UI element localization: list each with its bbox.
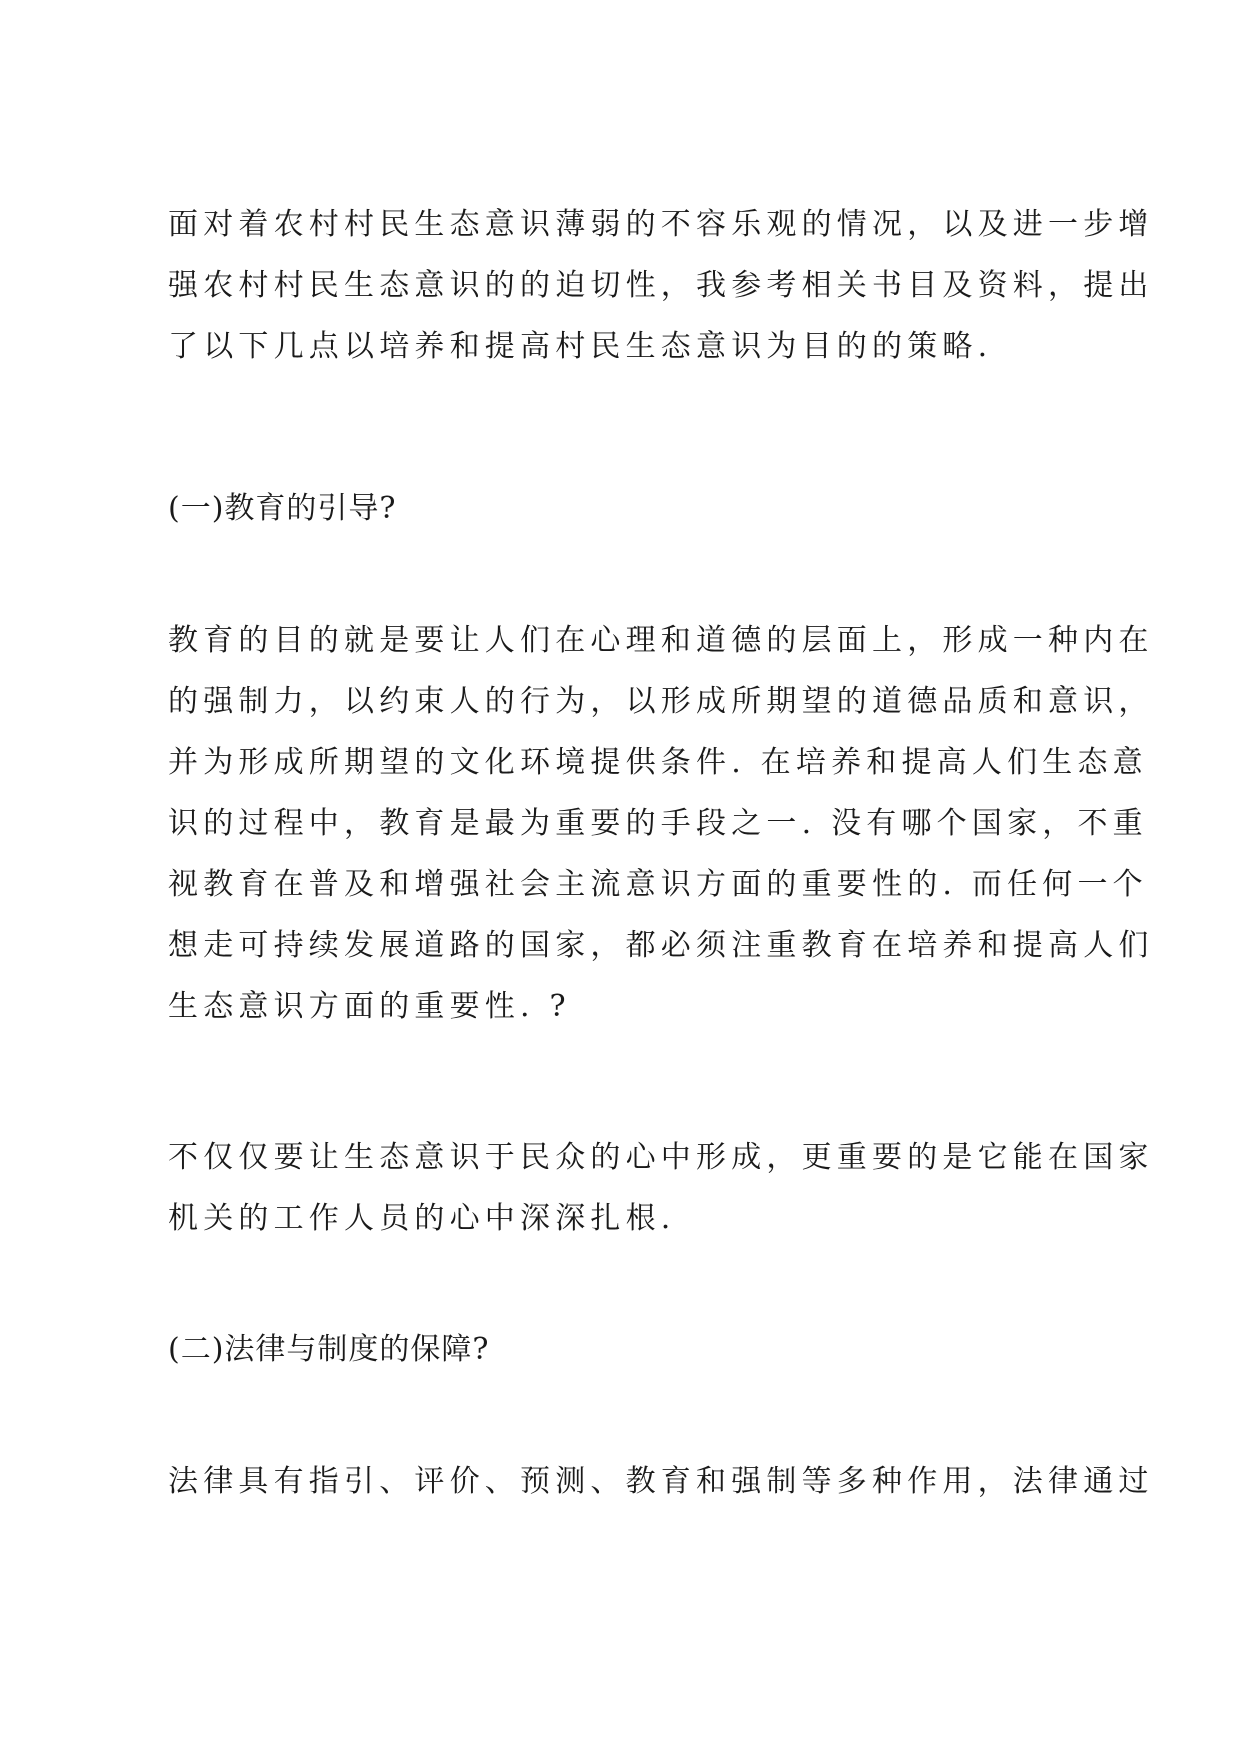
paragraph-line: 识的过程中，教育是最为重要的手段之一. 没有哪个国家，不重 <box>168 806 1148 841</box>
paragraph-line: 生态意识方面的重要性. ? <box>168 989 571 1024</box>
paragraph-law <box>168 1451 1154 1512</box>
paragraph-intro <box>168 194 1154 377</box>
paragraph-line: 机关的工作人员的心中深深扎根. <box>168 1201 676 1236</box>
paragraph-line: 的强制力，以约束人的行为，以形成所期望的道德品质和意识， <box>168 684 1154 719</box>
paragraph-line: 法律具有指引、评价、预测、教育和强制等多种作用，法律通过 <box>168 1464 1154 1499</box>
paragraph-line: 视教育在普及和增强社会主流意识方面的重要性的. 而任何一个 <box>168 867 1148 902</box>
paragraph-line: 教育的目的就是要让人们在心理和道德的层面上，形成一种内在 <box>168 623 1154 658</box>
section-heading-law: (二)法律与制度的保障? <box>168 1332 490 1367</box>
paragraph-line: 并为形成所期望的文化环境提供条件. 在培养和提高人们生态意 <box>168 745 1148 780</box>
paragraph-line: 面对着农村村民生态意识薄弱的不容乐观的情况，以及进一步增 <box>168 207 1154 242</box>
paragraph-line: 了以下几点以培养和提高村民生态意识为目的的策略. <box>168 329 993 364</box>
paragraph-education <box>168 610 1154 1037</box>
paragraph-line: 不仅仅要让生态意识于民众的心中形成，更重要的是它能在国家 <box>168 1140 1154 1175</box>
paragraph-line: 想走可持续发展道路的国家，都必须注重教育在培养和提高人们 <box>168 928 1154 963</box>
paragraph-officials <box>168 1127 1154 1249</box>
section-heading-education: (一)教育的引导? <box>168 491 397 526</box>
paragraph-line: 强农村村民生态意识的的迫切性，我参考相关书目及资料，提出 <box>168 268 1154 303</box>
